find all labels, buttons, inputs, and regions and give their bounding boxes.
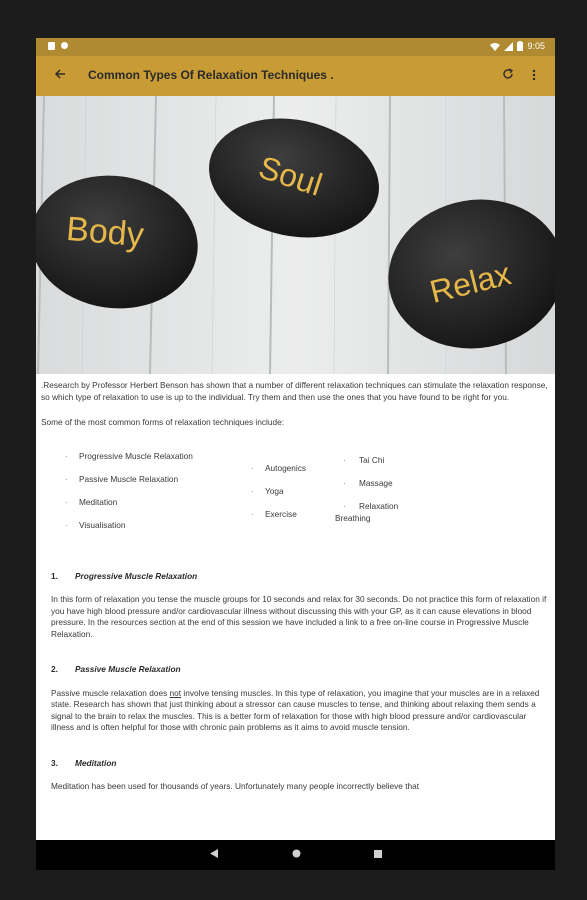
body-stone-text: Body <box>64 209 146 255</box>
section-heading-3: 3. Meditation <box>51 757 117 768</box>
device-screen <box>36 38 555 870</box>
techniques-list <box>41 451 549 547</box>
section-body-3: Meditation has been used for thousands of years. Unfortunately many people incorrectly believe that <box>51 781 420 791</box>
recents-nav-icon[interactable] <box>370 847 386 863</box>
list-item: · Exercise <box>243 509 306 521</box>
section-title: Meditation <box>75 757 117 768</box>
section-title: Passive Muscle Relaxation <box>75 664 181 674</box>
back-arrow-icon[interactable] <box>50 66 70 86</box>
home-nav-icon[interactable] <box>288 847 304 863</box>
section-title: Progressive Muscle Relaxation <box>75 570 198 581</box>
status-time: 9:05 <box>527 41 545 51</box>
refresh-icon[interactable] <box>498 66 518 86</box>
navigation-bar <box>36 840 555 870</box>
list-item: · Massage <box>335 478 398 490</box>
techniques-column-1 <box>57 451 193 544</box>
list-item: · Tai Chi <box>335 455 398 467</box>
relax-stone-text: Relax <box>426 255 515 310</box>
list-item: · Relaxation <box>335 501 398 513</box>
list-item: · Passive Muscle Relaxation <box>57 474 193 486</box>
list-item: · Yoga <box>243 486 306 498</box>
wifi-icon <box>490 42 500 51</box>
list-item: · Meditation <box>57 497 193 509</box>
toolbar-title: Common Types Of Relaxation Techniques . <box>88 68 334 82</box>
status-bar <box>36 38 555 56</box>
section-body-2: Passive muscle relaxation does not involve tensing muscles. In this type of relaxation, you imagine that your muscles are in a relaxed state. Research has shown that just thinking about a stressor can cause muscles to tense, and thinking about relaxing them sends a signal to the brain to relax the muscles. This is a better form of relaxation for those with high blood pressure and/or cardiovascular illness and is often helpful for those with chronic pain problems as it aims to avoid muscle tension. <box>51 687 540 732</box>
list-item: · Autogenics <box>243 463 306 475</box>
sync-icon <box>61 42 68 49</box>
back-nav-icon[interactable] <box>206 847 222 863</box>
techniques-column-3 <box>335 455 398 525</box>
intro-paragraph: .Research by Professor Herbert Benson has shown that a number of different relaxation techniques can stimulate the relaxation response, so which type of relaxation to use is up to the individual. Try them and then use the ones that you have found to be right for you. <box>41 380 548 402</box>
list-item-wrap: Breathing <box>335 513 371 524</box>
list-item: · Progressive Muscle Relaxation <box>57 451 193 463</box>
app-toolbar <box>36 56 555 96</box>
hero-image <box>36 96 555 374</box>
lead-paragraph: Some of the most common forms of relaxation techniques include: <box>41 417 285 427</box>
signal-icon <box>504 42 513 51</box>
techniques-column-2 <box>243 463 306 533</box>
article-content <box>41 380 549 793</box>
battery-icon <box>517 41 523 51</box>
list-item: · Visualisation <box>57 520 193 532</box>
notification-icon <box>48 42 55 50</box>
section-body-1: In this form of relaxation you tense the muscle groups for 10 seconds and relax for 30 seconds. Do not practice this form of relaxation if you have high blood pressure and/or cardiovascular illness without discussing this with your GP, as it can cause elevations in blood pressure. In the resources section at the end of this session we have included a link to a free on-line course in Progressive Muscle Relaxation. <box>51 594 547 639</box>
more-vertical-icon[interactable] <box>526 66 542 86</box>
soul-stone-text: Soul <box>254 148 327 203</box>
section-heading-2: 2. Passive Muscle Relaxation <box>51 664 181 674</box>
section-heading-1: 1. Progressive Muscle Relaxation <box>51 570 198 581</box>
